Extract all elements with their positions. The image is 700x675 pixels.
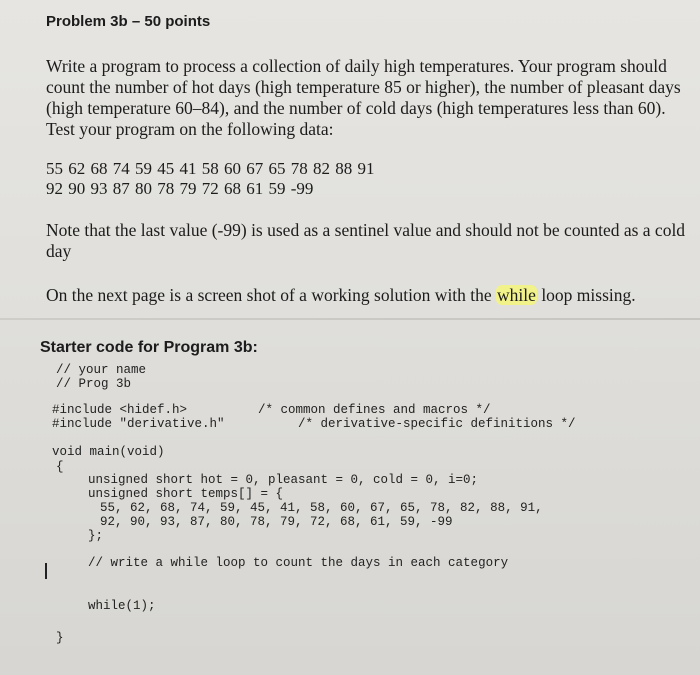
code-close-brace: } — [56, 631, 64, 645]
code-main-decl: void main(void) — [52, 445, 165, 459]
code-array-close: }; — [88, 529, 104, 543]
code-comment-name: // your name — [56, 363, 147, 377]
problem-section — [0, 0, 700, 318]
code-while-line: while(1); — [88, 599, 156, 613]
highlighted-while: while — [497, 285, 536, 305]
next-page-note — [46, 285, 700, 306]
next-page-note-end: loop missing. — [536, 285, 636, 305]
sentinel-note: Note that the last value (-99) is used as a sentinel value and should not be counted as a cold day — [46, 220, 686, 261]
problem-title: Problem 3b – 50 points — [46, 13, 211, 30]
data-line-2: 92 90 93 87 80 78 79 72 68 61 59 -99 — [46, 179, 314, 198]
next-page-note-start: On the next page is a screen shot of a working solution with the — [46, 285, 497, 305]
code-open-brace: { — [56, 460, 64, 474]
code-include-derivative-comment: /* derivative-specific definitions */ — [298, 417, 576, 431]
starter-code-section — [0, 320, 700, 675]
code-include-hidef-comment: /* common defines and macros */ — [258, 403, 491, 417]
code-include-hidef: #include <hidef.h> — [52, 403, 188, 417]
code-array-line-1: 55, 62, 68, 74, 59, 45, 41, 58, 60, 67, 65, 78, 82, 88, 91, — [100, 501, 543, 515]
code-array-decl: unsigned short temps[] = { — [88, 487, 284, 501]
text-cursor-icon — [45, 563, 47, 579]
code-while-comment: // write a while loop to count the days in each category — [88, 556, 509, 570]
code-var-decl: unsigned short hot = 0, pleasant = 0, cold = 0, i=0; — [88, 473, 479, 487]
data-line-1: 55 62 68 74 59 45 41 58 60 67 65 78 82 88 91 — [46, 159, 375, 178]
starter-code-title: Starter code for Program 3b: — [40, 339, 258, 356]
code-include-derivative: #include "derivative.h" — [52, 417, 225, 431]
code-comment-prog: // Prog 3b — [56, 377, 132, 391]
code-array-line-2: 92, 90, 93, 87, 80, 78, 79, 72, 68, 61, 59, -99 — [100, 515, 453, 529]
problem-description: Write a program to process a collection of daily high temperatures. Your program should count the number of hot days (high temperature 85 or higher), the number of pleasant days (high temperature 60–84), and the number of cold days (high temperatures less than 60). Test your program on the following data: — [46, 56, 681, 139]
